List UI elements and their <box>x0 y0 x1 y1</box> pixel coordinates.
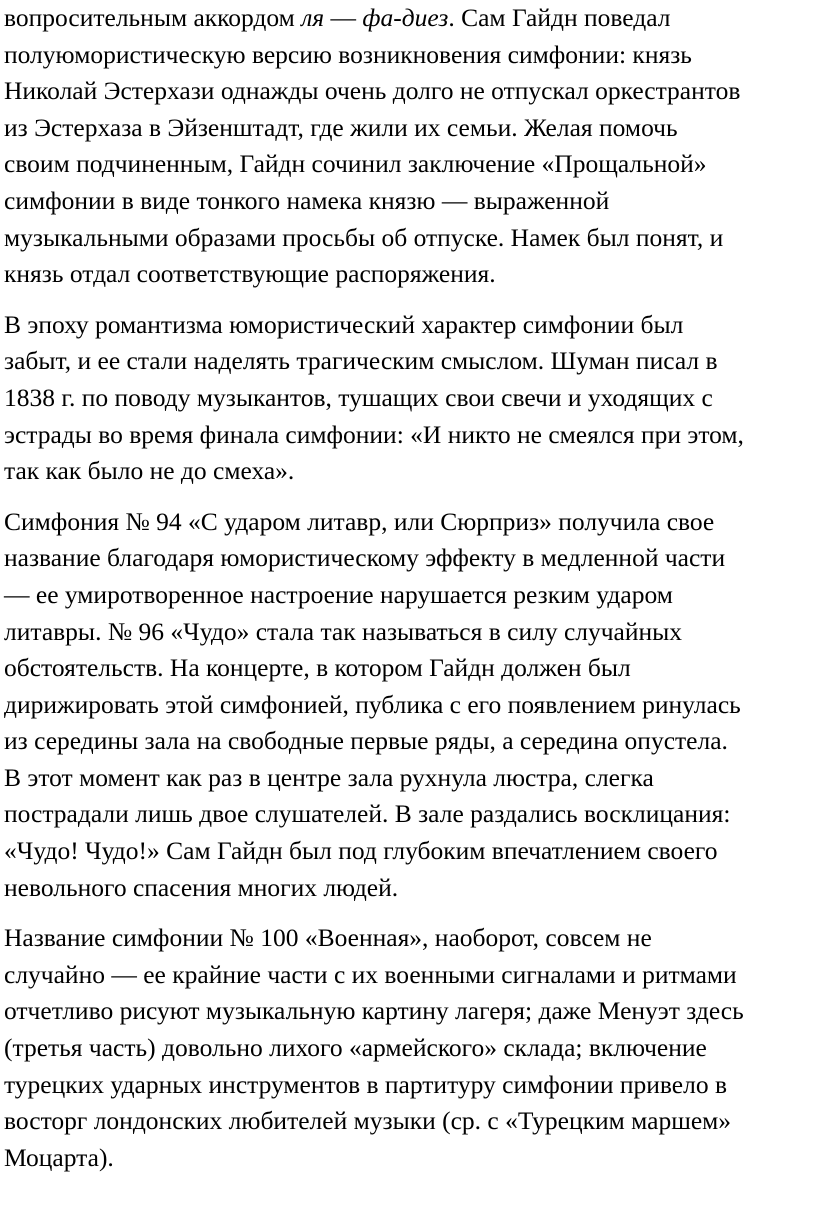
text-line <box>4 0 816 37</box>
text-line: из середины зала на свободные первые ряды, а середина опустела. <box>4 726 728 756</box>
text-line: своим подчиненным, Гайдн сочинил заключение «Прощальной» <box>4 149 707 179</box>
text-line: — ее умиротворенное настроение нарушается резким ударом <box>4 579 673 609</box>
text-line: турецких ударных инструментов в партитуру симфонии привело в <box>4 1069 728 1099</box>
text-line: литавры. № 96 «Чудо» стала так называться в силу случайных <box>4 616 683 646</box>
text-line: забыт, и ее стали наделять трагическим смыслом. Шуман писал в <box>4 346 718 376</box>
text-line: эстрады во время финала симфонии: «И никто не смеялся при этом, <box>4 419 744 449</box>
text-line: симфонии в виде тонкого намека князю — выраженной <box>4 185 610 215</box>
paragraph-1 <box>4 0 816 293</box>
text-line: так как было не до смеха». <box>4 456 295 486</box>
text-line: обстоятельств. На концерте, в котором Гайдн должен был <box>4 653 631 683</box>
paragraph-2 <box>4 307 816 490</box>
text-line: В эпоху романтизма юмористический характер симфонии был <box>4 309 684 339</box>
italic-note-la: ля <box>301 3 325 32</box>
text-line: Моцарта). <box>4 1142 114 1172</box>
text-run: — <box>324 3 363 32</box>
paragraph-3 <box>4 504 816 907</box>
paragraph-4 <box>4 920 816 1176</box>
text-line: случайно — ее крайние части с их военными сигналами и ритмами <box>4 959 737 989</box>
text-line: пострадали лишь двое слушателей. В зале раздались восклицания: <box>4 799 731 829</box>
text-line: Название симфонии № 100 «Военная», наоборот, совсем не <box>4 923 652 953</box>
text-run: вопросительным аккордом <box>4 3 302 32</box>
text-line: Николай Эстерхази однажды очень долго не отпускал оркестрантов <box>4 76 741 106</box>
text-line: из Эстерхаза в Эйзенштадт, где жили их семьи. Желая помочь <box>4 112 678 142</box>
text-line: В этот момент как раз в центре зала рухнула люстра, слегка <box>4 762 654 792</box>
text-line: дирижировать этой симфонией, публика с его появлением ринулась <box>4 689 741 719</box>
text-run: . Сам Гайдн поведал <box>448 3 671 32</box>
italic-note-f-sharp: фа-диез <box>362 3 449 32</box>
text-line: восторг лондонских любителей музыки (ср. с «Турецким маршем» <box>4 1106 732 1136</box>
text-line: отчетливо рисуют музыкальную картину лагеря; даже Менуэт здесь <box>4 996 744 1026</box>
text-line: (третья часть) довольно лихого «армейского» склада; включение <box>4 1033 707 1063</box>
text-line: Симфония № 94 «С ударом литавр, или Сюрприз» получила свое <box>4 506 715 536</box>
text-line: 1838 г. по поводу музыкантов, тушащих свои свечи и уходящих с <box>4 382 713 412</box>
text-line: название благодаря юмористическому эффекту в медленной части <box>4 543 726 573</box>
text-line: музыкальными образами просьбы об отпуске. Намек был понят, и <box>4 222 724 252</box>
text-line: князь отдал соответствующие распоряжения. <box>4 259 496 289</box>
text-line: «Чудо! Чудо!» Сам Гайдн был под глубоким впечатлением своего <box>4 836 718 866</box>
text-line: полуюмористическую версию возникновения симфонии: князь <box>4 39 692 69</box>
text-line: невольного спасения многих людей. <box>4 872 399 902</box>
